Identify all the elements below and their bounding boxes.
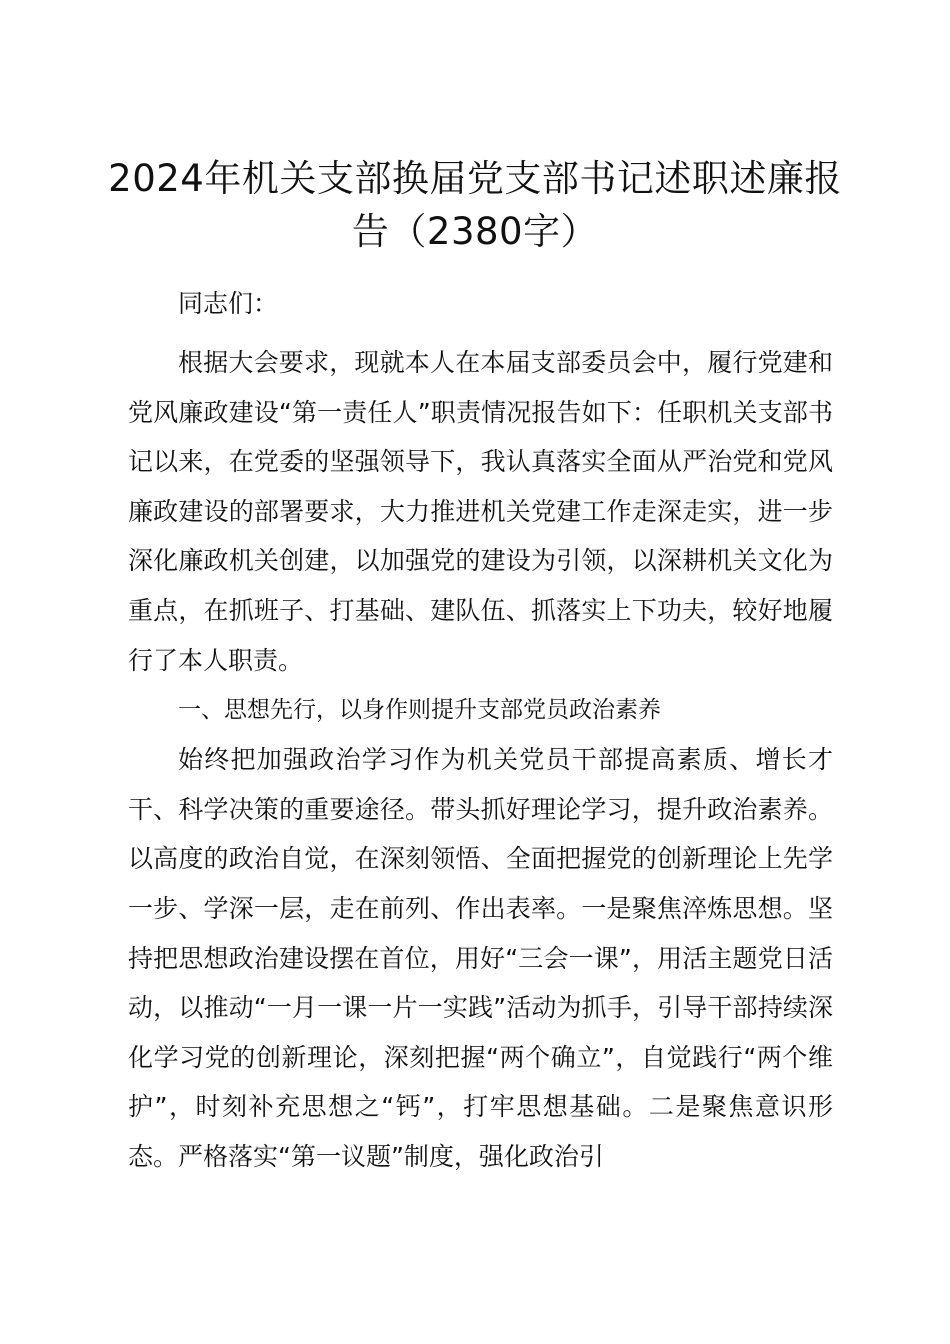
document-title: 2024年机关支部换届党支部书记述职述廉报告（2380字）	[108, 157, 842, 253]
greeting: 同志们：	[178, 289, 279, 318]
section-heading-1: 一、思想先行，以身作则提升支部党员政治素养	[178, 697, 661, 724]
document-body	[128, 280, 833, 1182]
paragraph-section-1: 始终把加强政治学习作为机关党员干部提高素质、增长才干、科学决策的重要途径。带头抓好理论学习，提升政治素养。以高度的政治自觉，在深刻领悟、全面把握党的创新理论上先学一步、学深一层，走在前列、作出表率。一是聚焦淬炼思想。坚持把思想政治建设摆在首位，用好“三会一课”，用活主题党日活动，以推动“一月一课一片一实践”活动为抓手，引导干部持续深化学习党的创新理论，深刻把握“两个确立”，自觉践行“两个维护”，时刻补充思想之“钙”，打牢思想基础。二是聚焦意识形态。严格落实“第一议题”制度，强化政治引	[128, 745, 833, 1171]
paragraph-intro: 根据大会要求，现就本人在本届支部委员会中，履行党建和党风廉政建设“第一责任人”职责情况报告如下：任职机关支部书记以来，在党委的坚强领导下，我认真落实全面从严治党和党风廉政建设的部署要求，大力推进机关党建工作走深走实，进一步深化廉政机关创建，以加强党的建设为引领，以深耕机关文化为重点，在抓班子、打基础、建队伍、抓落实上下功夫，较好地履行了本人职责。	[128, 348, 833, 675]
